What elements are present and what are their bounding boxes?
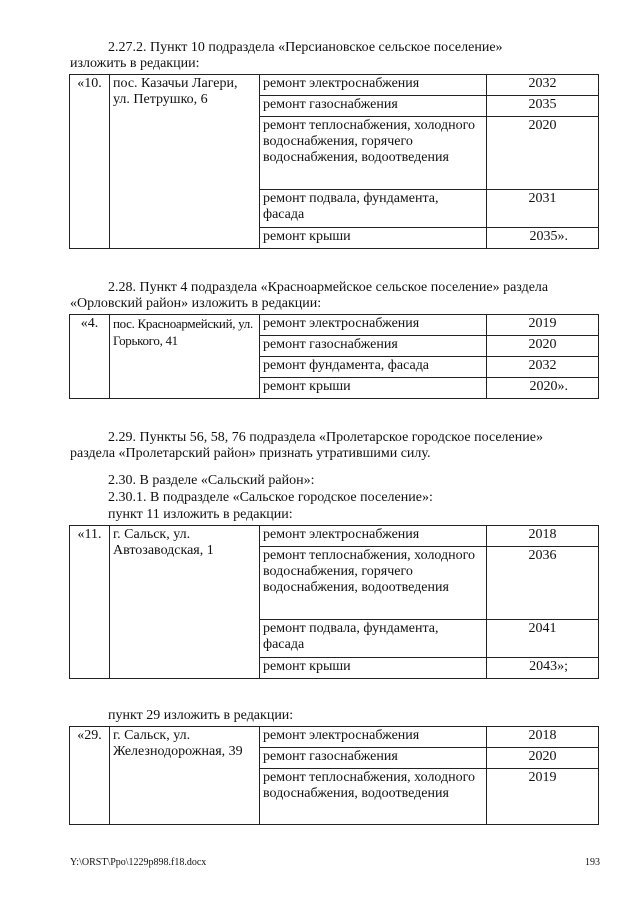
year-cell: 2035». [487, 228, 599, 249]
section-2-28-heading: 2.28. Пункт 4 подраздела «Красноармейское сельское поселение» раздела [108, 280, 549, 295]
work-cell: ремонт газоснабжения [260, 336, 487, 357]
year-cell: 2020». [487, 378, 599, 399]
year-cell: 2020 [487, 117, 599, 190]
year-cell: 2019 [487, 315, 599, 336]
year-cell: 2020 [487, 336, 599, 357]
section-2-30-line2: 2.30.1. В подразделе «Сальское городское поселение»: [108, 490, 433, 505]
year-cell: 2020 [487, 748, 599, 769]
year-cell: 2019 [487, 769, 599, 825]
year-cell: 2041 [487, 620, 599, 658]
heading-text: 2.27.2. Пункт 10 подраздела «Персиановское сельское поселение» [108, 40, 503, 55]
section-2-30-line1: 2.30. В разделе «Сальский район»: [108, 473, 315, 488]
item-address: пос. Казачьи Лагери, ул. Петрушко, 6 [110, 75, 260, 249]
item-address [110, 315, 260, 399]
item-number: «11. [70, 526, 110, 679]
section-2-30-line3: пункт 11 изложить в редакции: [108, 507, 293, 522]
year-cell: 2018 [487, 727, 599, 748]
work-cell: ремонт подвала, фундамента, фасада [260, 190, 487, 228]
year-cell: 2043»; [487, 658, 599, 679]
work-cell: ремонт электроснабжения [260, 315, 487, 336]
work-cell: ремонт крыши [260, 378, 487, 399]
item-number: «29. [70, 727, 110, 825]
section-2-29-line2: раздела «Пролетарский район» признать утратившими силу. [70, 446, 431, 461]
work-cell: ремонт крыши [260, 228, 487, 249]
table-item-4 [69, 314, 599, 399]
work-cell: ремонт теплоснабжения, холодного водоснабжения, горячего водоснабжения, водоотведения [260, 547, 487, 620]
work-cell: ремонт подвала, фундамента, фасада [260, 620, 487, 658]
item-address: г. Сальск, ул. Железнодорожная, 39 [110, 727, 260, 825]
footer-file-path: Y:\ORST\Ppo\1229p898.f18.docx [70, 857, 207, 868]
year-cell: 2018 [487, 526, 599, 547]
year-cell: 2035 [487, 96, 599, 117]
work-cell: ремонт фундамента, фасада [260, 357, 487, 378]
section-2-27-2-heading [70, 40, 598, 56]
section-2-27-2-cont: изложить в редакции: [70, 56, 200, 71]
section-2-29-line1: 2.29. Пункты 56, 58, 76 подраздела «Пролетарское городское поселение» [108, 430, 543, 445]
work-cell: ремонт электроснабжения [260, 526, 487, 547]
year-cell: 2031 [487, 190, 599, 228]
year-cell: 2032 [487, 75, 599, 96]
work-cell: ремонт электроснабжения [260, 75, 487, 96]
item-address: г. Сальск, ул. Автозаводская, 1 [110, 526, 260, 679]
work-cell: ремонт теплоснабжения, холодного водоснабжения, водоотведения [260, 769, 487, 825]
item-number: «4. [70, 315, 110, 399]
item-address-text: пос. Красноармейский, ул. Горького, 41 [113, 316, 253, 348]
table-item-10 [69, 74, 599, 249]
year-cell: 2036 [487, 547, 599, 620]
work-cell: ремонт газоснабжения [260, 748, 487, 769]
section-2-28-cont: «Орловский район» изложить в редакции: [70, 296, 322, 311]
work-cell: ремонт теплоснабжения, холодного водоснабжения, горячего водоснабжения, водоотведения [260, 117, 487, 190]
table-item-29 [69, 726, 599, 825]
work-cell: ремонт газоснабжения [260, 96, 487, 117]
table-item-11 [69, 525, 599, 679]
item-number: «10. [70, 75, 110, 249]
year-cell: 2032 [487, 357, 599, 378]
footer-page-number: 193 [585, 857, 600, 868]
section-2-30-item29-intro: пункт 29 изложить в редакции: [108, 708, 294, 723]
work-cell: ремонт крыши [260, 658, 487, 679]
work-cell: ремонт электроснабжения [260, 727, 487, 748]
